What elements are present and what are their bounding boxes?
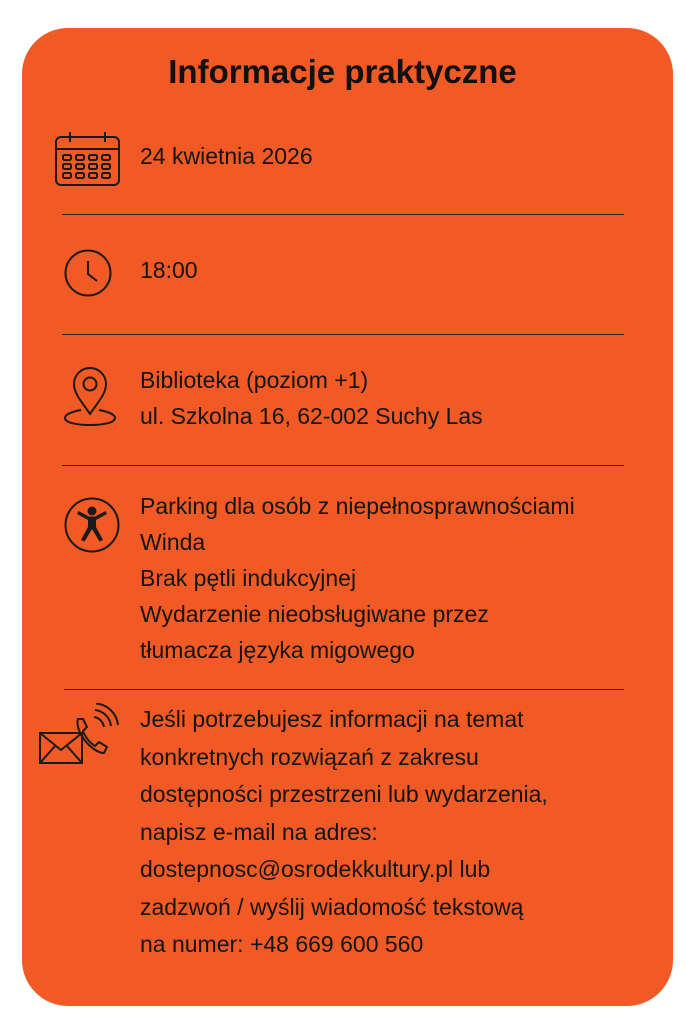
location-line: ul. Szkolna 16, 62-002 Suchy Las (140, 403, 483, 429)
mail-phone-icon (38, 703, 120, 769)
accessibility-text (140, 488, 575, 668)
divider (62, 214, 624, 215)
accessibility-line: tłumacza języka migowego (140, 637, 415, 663)
location-text (140, 362, 483, 434)
accessibility-icon (63, 496, 121, 554)
contact-phone-line[interactable]: na numer: +48 669 600 560 (140, 931, 424, 957)
accessibility-line: Winda (140, 529, 206, 555)
date-text (140, 138, 313, 174)
contact-email-line[interactable]: dostepnosc@osrodekkultury.pl lub (140, 856, 491, 882)
contact-line: konkretnych rozwiązań z zakresu (140, 743, 479, 770)
time-text (140, 252, 198, 288)
time-line: 18:00 (140, 257, 198, 283)
page-title: Informacje praktyczne (168, 53, 517, 90)
contact-line: zadzwoń / wyślij wiadomość tekstową (140, 893, 524, 920)
accessibility-line: Parking dla osób z niepełnosprawnościami (140, 493, 575, 519)
map-pin-icon (62, 364, 118, 428)
location-line: Biblioteka (poziom +1) (140, 367, 369, 393)
accessibility-line: Wydarzenie nieobsługiwane przez (140, 601, 489, 627)
contact-line: dostępności przestrzeni lub wydarzenia, (140, 781, 548, 807)
contact-text (140, 701, 548, 964)
accessibility-line: Brak pętli indukcyjnej (140, 565, 357, 591)
clock-icon (63, 248, 113, 298)
divider (64, 689, 624, 690)
date-line: 24 kwietnia 2026 (140, 143, 313, 169)
calendar-icon (54, 130, 122, 188)
contact-line: Jeśli potrzebujesz informacji na temat (140, 706, 524, 732)
divider (62, 465, 624, 466)
divider (62, 334, 624, 335)
contact-line: napisz e-mail na adres: (140, 818, 378, 845)
